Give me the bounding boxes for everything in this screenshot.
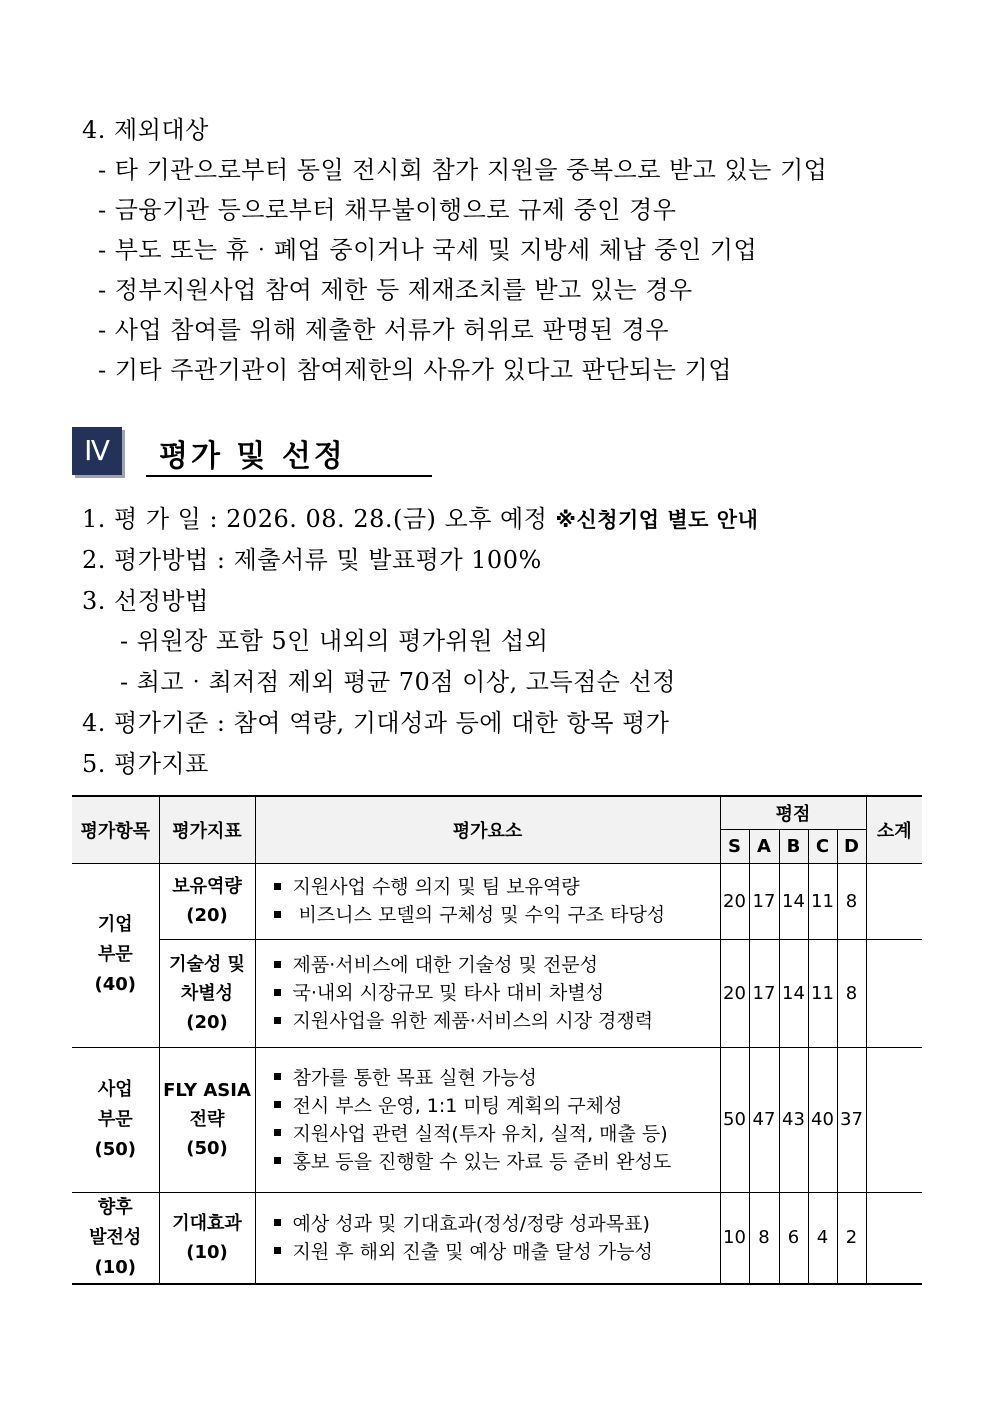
score-cell: 37 [837,1047,866,1192]
indicator-line: 기대효과 [172,1212,242,1234]
bullet-square-icon [274,1101,281,1108]
grade-a: A [749,829,779,863]
category-line: (40) [94,974,136,995]
table-row [72,863,922,939]
indicator-cell [159,863,255,939]
header-indicator: 평가지표 [159,796,255,863]
score-cell: 8 [837,939,866,1047]
bullet-square-icon [274,1129,281,1136]
element-item: 지원사업 관련 실적(투자 유치, 실적, 매출 등) [272,1120,712,1148]
score-cell: 4 [808,1192,837,1284]
category-line: 부문 [97,1108,133,1130]
evaluation-date-text: 1. 평 가 일 : 2026. 08. 28.(금) 오후 예정 [82,505,548,533]
category-line: 부문 [97,944,133,965]
bullet-square-icon [274,1219,281,1226]
score-cell: 43 [779,1047,808,1192]
selection-method-item: - 위원장 포함 5인 내외의 평가위원 섭외 [120,627,549,655]
indicator-cell [159,1047,255,1192]
selection-method-title: 3. 선정방법 [82,587,209,615]
indicator-cell [159,939,255,1047]
table-row [72,1047,922,1192]
evaluation-indicators-title: 5. 평가지표 [82,750,209,778]
selection-method-item: - 최고‧최저점 제외 평균 70점 이상, 고득점순 선정 [120,668,676,696]
element-item: 국·내외 시장규모 및 타사 대비 차별성 [272,979,712,1007]
elements-cell [255,1192,720,1284]
evaluation-date [82,504,758,535]
bullet-square-icon [274,1157,281,1164]
indicator-line: FLY ASIA [163,1080,251,1101]
score-cell: 8 [749,1192,779,1284]
indicator-line: (10) [186,1241,228,1263]
element-item: 홍보 등을 진행할 수 있는 자료 등 준비 완성도 [272,1148,712,1176]
elements-cell [255,939,720,1047]
bullet-square-icon [274,883,281,890]
score-cell: 6 [779,1192,808,1284]
element-item: 지원사업을 위한 제품·서비스의 시장 경쟁력 [272,1007,712,1035]
table-row [72,1192,922,1284]
element-item: 예상 성과 및 기대효과(정성/정량 성과목표) [272,1210,712,1238]
category-line: 기업 [97,914,133,935]
exclusion-item: - 금융기관 등으로부터 채무불이행으로 규제 중인 경우 [98,196,677,224]
bullet-square-icon [274,961,281,968]
category-line: 사업 [97,1078,133,1100]
element-item: 비즈니스 모델의 구체성 및 수익 구조 타당성 [272,901,712,929]
category-line: 향후 [97,1196,133,1218]
indicator-line: 기술성 및 [169,953,245,975]
grade-b: B [779,829,808,863]
element-item: 지원 후 해외 진출 및 예상 매출 달성 가능성 [272,1238,712,1266]
score-cell: 11 [808,863,837,939]
element-item: 지원사업 수행 의지 및 팀 보유역량 [272,873,712,901]
score-cell: 14 [779,863,808,939]
score-cell: 17 [749,939,779,1047]
score-cell: 20 [720,863,749,939]
indicator-line: 전략 [189,1109,225,1130]
section-title: 평가 및 선정 [159,439,346,474]
score-cell: 50 [720,1047,749,1192]
indicator-line: 보유역량 [172,876,242,897]
header-score: 평점 [720,796,866,829]
exclusion-item: - 정부지원사업 참여 제한 등 제재조치를 받고 있는 경우 [98,276,693,304]
element-item: 제품·서비스에 대한 기술성 및 전문성 [272,951,712,979]
exclusion-item: - 타 기관으로부터 동일 전시회 참가 지원을 중복으로 받고 있는 기업 [98,156,828,184]
category-cell [72,863,159,1047]
elements-cell [255,1047,720,1192]
indicator-line: 차별성 [180,982,234,1004]
category-cell [72,1192,159,1284]
exclusion-title: 4. 제외대상 [82,116,209,144]
indicator-line: (20) [186,905,228,926]
category-line: 발전성 [89,1226,142,1248]
subtotal-cell [866,939,922,1047]
header-category: 평가항목 [72,796,159,863]
bullet-square-icon [274,1247,281,1254]
subtotal-cell [866,1047,922,1192]
bullet-square-icon [274,1073,281,1080]
element-item: 전시 부스 운영, 1:1 미팅 계획의 구체성 [272,1092,712,1120]
indicator-line: (50) [186,1138,228,1159]
evaluation-table [72,795,922,1285]
score-cell: 2 [837,1192,866,1284]
score-cell: 11 [808,939,837,1047]
elements-cell [255,863,720,939]
score-cell: 8 [837,863,866,939]
table-header-row [72,796,922,829]
grade-s: S [720,829,749,863]
score-cell: 14 [779,939,808,1047]
evaluation-method: 2. 평가방법 : 제출서류 및 발표평가 100% [82,546,542,574]
category-line: (10) [94,1256,136,1278]
section-title-underline [146,475,432,477]
indicator-cell [159,1192,255,1284]
subtotal-cell [866,863,922,939]
bullet-square-icon [274,911,281,918]
score-cell: 47 [749,1047,779,1192]
indicator-line: (20) [186,1011,228,1033]
evaluation-criteria: 4. 평가기준 : 참여 역량, 기대성과 등에 대한 항목 평가 [82,709,670,737]
exclusion-item: - 기타 주관기관이 참여제한의 사유가 있다고 판단되는 기업 [98,356,732,384]
section-number-badge: Ⅳ [72,427,122,475]
score-cell: 20 [720,939,749,1047]
grade-c: C [808,829,837,863]
grade-d: D [837,829,866,863]
bullet-square-icon [274,1017,281,1024]
exclusion-item: - 사업 참여를 위해 제출한 서류가 허위로 판명된 경우 [98,316,670,344]
evaluation-date-note: ※신청기업 별도 안내 [555,508,759,532]
category-line: (50) [94,1138,136,1160]
score-cell: 40 [808,1047,837,1192]
score-cell: 17 [749,863,779,939]
header-subtotal: 소계 [866,796,922,863]
header-elements: 평가요소 [255,796,720,863]
subtotal-cell [866,1192,922,1284]
table-row [72,939,922,1047]
section-header [72,427,432,479]
exclusion-item: - 부도 또는 휴‧폐업 중이거나 국세 및 지방세 체납 중인 기업 [98,236,758,264]
bullet-square-icon [274,989,281,996]
score-cell: 10 [720,1192,749,1284]
category-cell [72,1047,159,1192]
element-item: 참가를 통한 목표 실현 가능성 [272,1064,712,1092]
